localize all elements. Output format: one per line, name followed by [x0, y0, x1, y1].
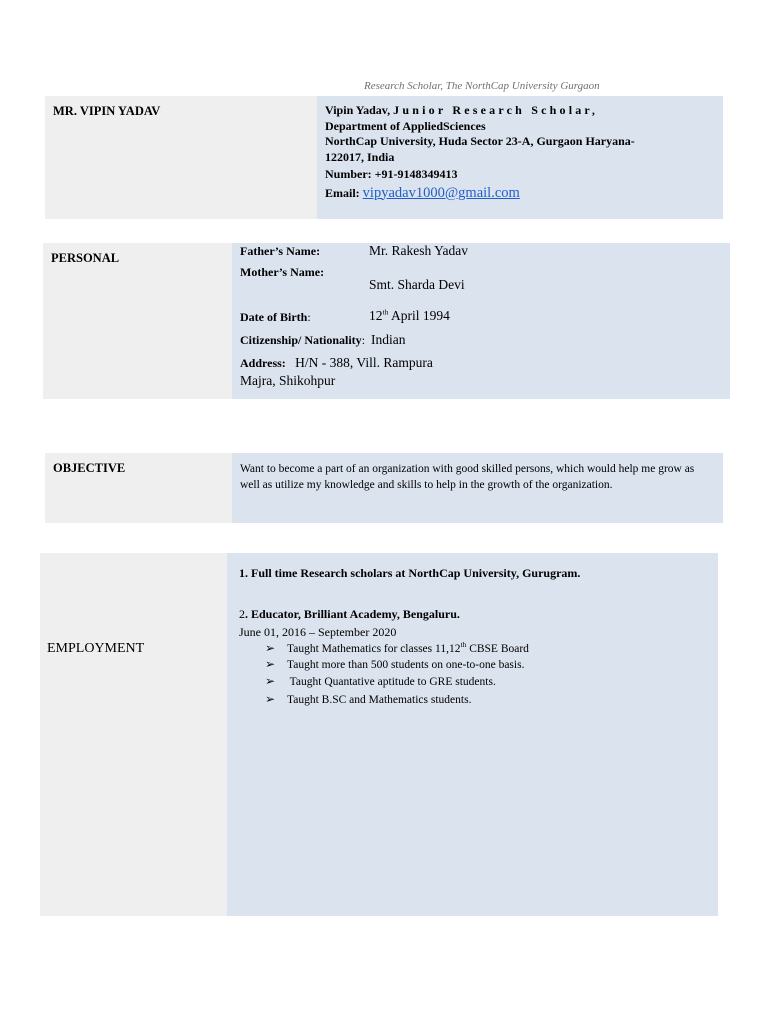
candidate-name: MR. VIPIN YADAV — [53, 104, 161, 118]
employment-heading-cell — [40, 553, 227, 916]
dob-colon: : — [307, 310, 311, 324]
contact-title: Junior Research Scholar, — [393, 103, 599, 117]
list-item — [265, 641, 529, 655]
objective-heading-cell — [45, 453, 232, 523]
dob-day: 12 — [369, 308, 383, 323]
citizenship-line — [240, 332, 406, 348]
name-cell — [45, 96, 317, 219]
contact-cell — [317, 96, 723, 219]
job-2-title-line — [239, 607, 460, 622]
personal-details-cell — [232, 243, 730, 399]
dob-value — [369, 308, 450, 324]
father-value: Mr. Rakesh Yadav — [369, 243, 469, 258]
address-label: Address: — [240, 356, 286, 370]
employment-details-cell — [227, 553, 718, 916]
bullet-arrow-icon: ➢ — [265, 674, 276, 688]
job-1: 1. Full time Research scholars at NorthCap University, Gurugram. — [239, 566, 581, 580]
contact-department: Department of AppliedSciences — [325, 118, 486, 133]
citizenship-colon: : — [361, 333, 366, 347]
job-2-dates: June 01, 2016 – September 2020 — [239, 625, 397, 639]
list-item — [265, 657, 524, 671]
dob-label: Date of Birth — [240, 310, 308, 324]
mother-label: Mother’s Name: — [240, 265, 325, 279]
contact-email-label: Email: — [325, 185, 363, 200]
objective-text: Want to become a part of an organization with good skilled persons, which would help me grow as well as utilize my knowledge and skills to help in the growth of the organization. — [240, 463, 695, 491]
address-block — [240, 354, 480, 389]
father-label: Father’s Name: — [240, 244, 321, 258]
bullet-1-text-post: CBSE Board — [466, 643, 529, 655]
job-2-number: 2 — [239, 607, 245, 621]
mother-value: Smt. Sharda Devi — [369, 277, 465, 292]
personal-heading: PERSONAL — [51, 251, 120, 265]
bullet-2-text: Taught more than 500 students on one-to-one basis. — [287, 659, 525, 671]
bullet-arrow-icon: ➢ — [265, 657, 276, 671]
contact-details — [325, 103, 635, 201]
bullet-4-text: Taught B.SC and Mathematics students. — [287, 694, 472, 706]
dob-month-year: April 1994 — [388, 308, 450, 323]
objective-text-cell — [232, 453, 723, 523]
contact-name-title — [325, 103, 635, 119]
address-line-1: H/N - 388, Vill. Rampura — [295, 355, 433, 370]
bullet-1-suffix: th — [460, 640, 467, 650]
header-note: Research Scholar, The NorthCap University Gurgaon — [364, 80, 600, 92]
address-line-2: Majra, Shikohpur — [240, 373, 336, 388]
bullet-1-text-pre: Taught Mathematics for classes 11,12 — [287, 643, 461, 655]
contact-address-1: NorthCap University, Huda Sector 23-A, Gurgaon Haryana- — [325, 134, 635, 148]
contact-name: Vipin Yadav, — [325, 103, 394, 117]
bullet-arrow-icon: ➢ — [265, 692, 276, 706]
contact-address-2: 122017, India — [325, 149, 395, 164]
contact-phone: Number: +91-9148349413 — [325, 167, 458, 181]
objective-heading: OBJECTIVE — [53, 461, 126, 475]
dob-suffix: th — [382, 307, 389, 317]
dob-label-line — [240, 310, 311, 325]
employment-heading: EMPLOYMENT — [47, 641, 145, 656]
citizenship-value: Indian — [371, 332, 406, 347]
email-link[interactable]: vipyadav1000@gmail.com — [362, 184, 520, 201]
citizenship-label: Citizenship/ Nationality — [240, 333, 362, 347]
contact-email-line — [325, 186, 635, 202]
list-item — [265, 674, 496, 688]
job-2-title: . Educator, Brilliant Academy, Bengaluru. — [245, 607, 460, 621]
bullet-arrow-icon: ➢ — [265, 641, 276, 655]
list-item — [265, 692, 471, 706]
bullet-3-text: Taught Quantative aptitude to GRE students. — [287, 676, 496, 688]
personal-heading-cell — [43, 243, 232, 399]
